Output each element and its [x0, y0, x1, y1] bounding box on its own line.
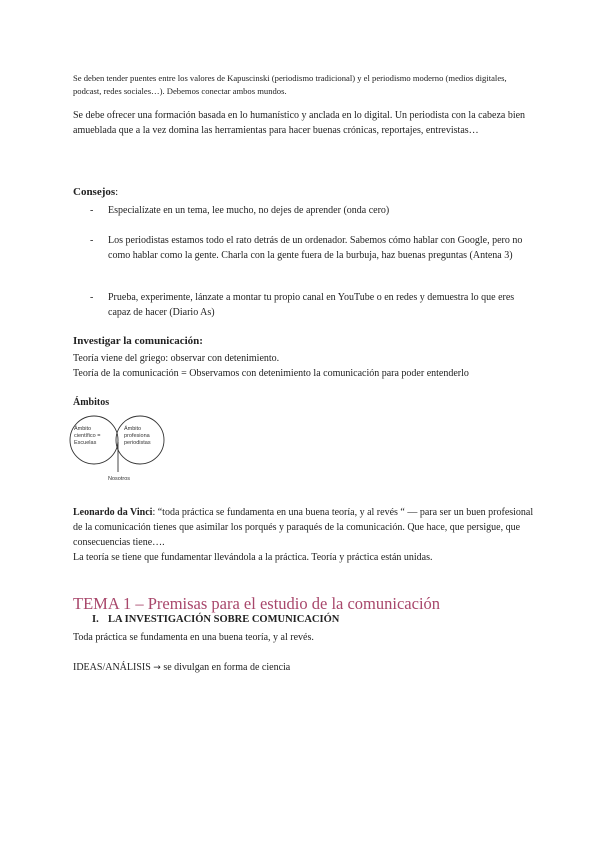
consejos-title: Consejos	[73, 186, 116, 198]
investigar-line-1: Teoría viene del griego: observar con detenimiento.	[73, 353, 280, 364]
nosotros-label: Nosotros	[108, 476, 131, 482]
investigar-line-2: Teoría de la comunicación = Observamos con detenimiento la comunicación para poder entenderlo	[73, 368, 469, 379]
ideas-label: IDEAS/ANÁLISIS	[73, 662, 151, 673]
tema-title: TEMA 1 – Premisas para el estudio de la comunicación	[73, 594, 441, 613]
left-label-3: Escuelas	[74, 440, 97, 446]
ideas-line	[73, 660, 533, 676]
left-label-1: Ámbito	[74, 426, 92, 432]
left-label-2: científico =	[74, 433, 101, 439]
ambitos-venn-diagram	[66, 412, 178, 484]
intro-paragraph-2: Se debe ofrecer una formación basada en lo humanístico y anclada en lo digital. Un periodista con la cabeza bien amueblada que a la vez domina las herramientas para hacer buenas crónicas, reportajes, entrevistas…	[73, 110, 526, 136]
ideas-text: se divulgan en forma de ciencia	[163, 662, 291, 673]
consejos-colon: :	[115, 186, 119, 198]
right-label-1: Ámbito	[124, 426, 142, 432]
section-number: I.	[92, 614, 99, 625]
tema-line-1: Toda práctica se fundamenta en una buena teoría, y al revés.	[73, 632, 314, 643]
leonardo-quote: : “toda práctica se fundamenta en una buena teoría, y al revés “ — para ser un buen profesional de la comunicación tienes que asimilar los porqués y paraqués de la comunicación. Que hace, que persigue, que consecuencias tiene….	[73, 507, 534, 548]
consejo-item-2: Los periodistas estamos todo el rato detrás de un ordenador. Sabemos cómo hablar con Google, pero no como hablar como la gente. Charla con la gente fuera de la burbuja, haz buenas preguntas (Antena 3)	[108, 235, 523, 261]
investigar-heading: Investigar la comunicación:	[73, 335, 203, 347]
leonardo-paragraph	[73, 505, 543, 550]
bullet-dash: -	[90, 205, 94, 216]
intro-paragraph-1: Se deben tender puentes entre los valores de Kapuscinski (periodismo tradicional) y el periodismo moderno (medios digitales, podcast, redes sociales…). Debemos conectar ambos mundos.	[73, 73, 507, 96]
leonardo-name: Leonardo da Vinci	[73, 507, 153, 518]
bullet-dash: -	[90, 292, 94, 303]
consejo-item-1: Especialízate en un tema, lee mucho, no dejes de aprender (onda cero)	[108, 205, 390, 216]
right-label-3: periodistas	[124, 440, 151, 446]
consejos-heading	[73, 186, 118, 198]
ambitos-heading: Ámbitos	[73, 397, 110, 408]
section-title: LA INVESTIGACIÓN SOBRE COMUNICACIÓN	[108, 614, 340, 625]
consejo-item-3: Prueba, experimente, lánzate a montar tu propio canal en YouTube o en redes y demuestra lo que eres capaz de hacer (Diario As)	[108, 292, 515, 318]
right-arrow-icon: →	[153, 663, 161, 673]
bullet-dash: -	[90, 235, 94, 246]
right-label-2: profesiona	[124, 433, 150, 439]
leonardo-line-2: La teoría se tiene que fundamentar llevándola a la práctica. Teoría y práctica están unidas.	[73, 552, 433, 563]
